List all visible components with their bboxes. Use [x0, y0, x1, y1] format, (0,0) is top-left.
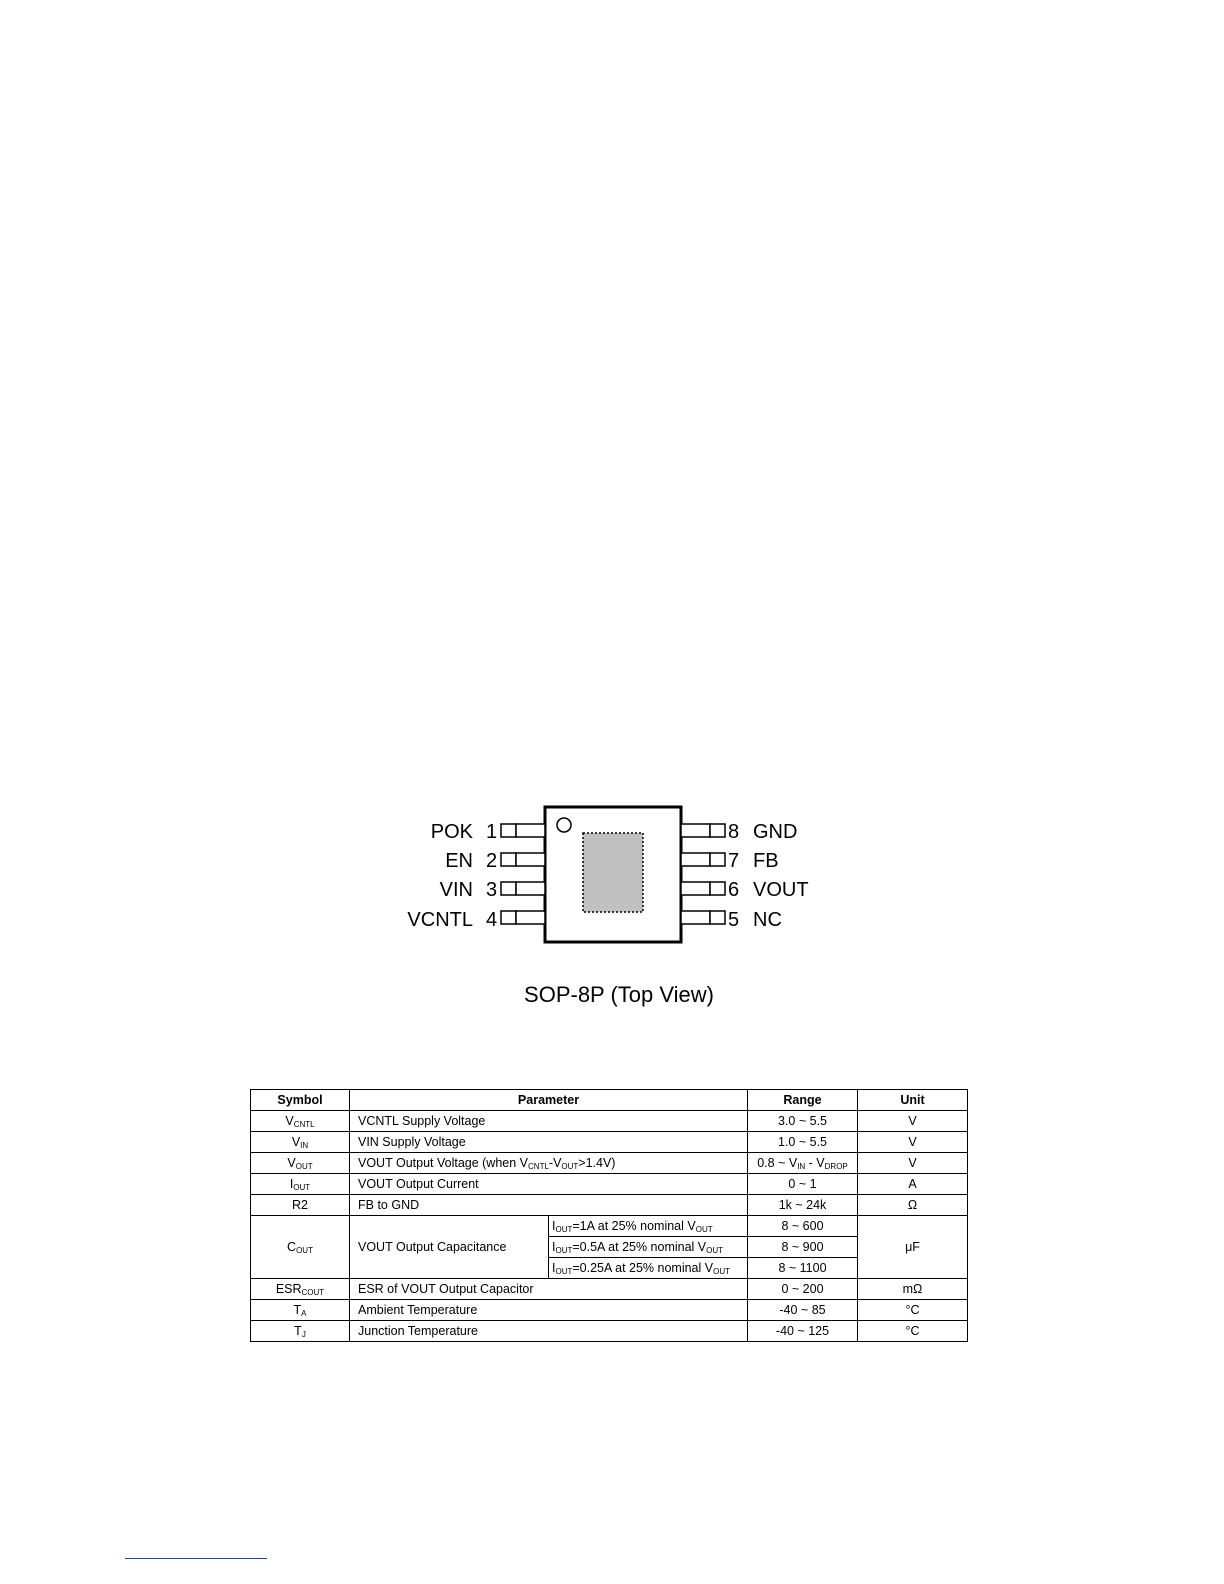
pin-lead-6-ext [681, 882, 710, 895]
pin-lead-8-ext [681, 824, 710, 837]
pin-name-vout: VOUT [753, 879, 809, 901]
symbol-cell: $V_{IN}$ [251, 1132, 350, 1153]
pin-number-3: 3 [486, 879, 498, 901]
pin-name-nc: NC [753, 909, 782, 931]
symbol-cell: $C_{OUT}$ [251, 1216, 350, 1279]
table-header-row [251, 1090, 968, 1111]
pin-number-4: 4 [486, 909, 498, 931]
pin-name-fb: FB [753, 850, 779, 872]
symbol-cell: $T_J$ [251, 1321, 350, 1342]
symbol-cell: $I_{OUT}$ [251, 1174, 350, 1195]
table-row [251, 1216, 968, 1237]
pin-lead-5-ext [681, 911, 710, 924]
parameter-cell: Ambient Temperature [350, 1300, 748, 1321]
table-row [251, 1321, 968, 1342]
table-row [251, 1195, 968, 1216]
symbol-cell: R2 [251, 1195, 350, 1216]
range-cell: 8 ~ 1100 [748, 1258, 858, 1279]
pin-lead-1 [501, 824, 516, 837]
pin-number-1: 1 [486, 821, 498, 843]
range-cell: 8 ~ 900 [748, 1237, 858, 1258]
unit-cell: °C [858, 1300, 968, 1321]
pin-lead-4-ext [516, 911, 545, 924]
unit-cell: A [858, 1174, 968, 1195]
parameter-cell: VIN Supply Voltage [350, 1132, 748, 1153]
right-pin-leads [681, 824, 725, 924]
parameter-cell: FB to GND [350, 1195, 748, 1216]
symbol-cell: $V_{OUT}$ [251, 1153, 350, 1174]
pin-number-8: 8 [728, 821, 740, 843]
table-row [251, 1111, 968, 1132]
pin-lead-3-ext [516, 882, 545, 895]
range-cell: 0 ~ 1 [748, 1174, 858, 1195]
table-row [251, 1132, 968, 1153]
pin-name-vin: VIN [439, 879, 473, 901]
unit-cell: °C [858, 1321, 968, 1342]
table-row [251, 1174, 968, 1195]
footnote-separator [125, 1558, 267, 1559]
pin-number-6: 6 [728, 879, 740, 901]
unit-cell: mΩ [858, 1279, 968, 1300]
symbol-cell: $T_A$ [251, 1300, 350, 1321]
header-range: Range [748, 1090, 858, 1111]
range-cell: -40 ~ 85 [748, 1300, 858, 1321]
range-cell: -40 ~ 125 [748, 1321, 858, 1342]
pin-name-en: EN [445, 850, 473, 872]
header-parameter: Parameter [350, 1090, 748, 1111]
range-cell: 3.0 ~ 5.5 [748, 1111, 858, 1132]
parameter-cell: ESR of VOUT Output Capacitor [350, 1279, 748, 1300]
pin-lead-4 [501, 911, 516, 924]
range-cell: 1k ~ 24k [748, 1195, 858, 1216]
range-cell: 1.0 ~ 5.5 [748, 1132, 858, 1153]
unit-cell: Ω [858, 1195, 968, 1216]
symbol-cell: $V_{CNTL}$ [251, 1111, 350, 1132]
operating-conditions-table [250, 1089, 968, 1342]
pin-lead-7-ext [681, 853, 710, 866]
pin-lead-1-ext [516, 824, 545, 837]
pin-number-7: 7 [728, 850, 740, 872]
range-cell: 8 ~ 600 [748, 1216, 858, 1237]
table-row [251, 1300, 968, 1321]
parameter-cell: VCNTL Supply Voltage [350, 1111, 748, 1132]
pin-name-vcntl: VCNTL [407, 909, 473, 931]
pinout-caption: SOP-8P (Top View) [524, 982, 714, 1007]
parameter-cell: VOUT Output Voltage (when $V_{CNTL}-V_{OUT}>1.4V$) [350, 1153, 748, 1174]
pin-lead-5 [710, 911, 725, 924]
header-unit: Unit [858, 1090, 968, 1111]
condition-cell: $I_{OUT}=0.5A$ at 25% nominal $V_{OUT}$ [549, 1237, 748, 1258]
pin-number-2: 2 [486, 850, 498, 872]
table-row [251, 1153, 968, 1174]
range-cell: 0 ~ 200 [748, 1279, 858, 1300]
parameter-cell: VOUT Output Current [350, 1174, 748, 1195]
condition-cell: $I_{OUT}=1A$ at 25% nominal $V_{OUT}$ [549, 1216, 748, 1237]
pin-name-pok: POK [430, 821, 473, 843]
exposed-pad [583, 833, 643, 912]
left-pin-leads [501, 824, 545, 924]
pin-lead-2-ext [516, 853, 545, 866]
unit-cell: V [858, 1111, 968, 1132]
parameter-cell: Junction Temperature [350, 1321, 748, 1342]
pin-lead-7 [710, 853, 725, 866]
unit-cell: V [858, 1153, 968, 1174]
pin-lead-8 [710, 824, 725, 837]
pin-lead-6 [710, 882, 725, 895]
pin-lead-2 [501, 853, 516, 866]
parameter-cell: VOUT Output Capacitance [350, 1216, 549, 1279]
table-row [251, 1279, 968, 1300]
pin-lead-3 [501, 882, 516, 895]
pin-name-gnd: GND [753, 821, 798, 843]
unit-cell: μF [858, 1216, 968, 1279]
symbol-cell: $ESR_{COUT}$ [251, 1279, 350, 1300]
header-symbol: Symbol [251, 1090, 350, 1111]
condition-cell: $I_{OUT}=0.25A$ at 25% nominal $V_{OUT}$ [549, 1258, 748, 1279]
unit-cell: V [858, 1132, 968, 1153]
pin-number-5: 5 [728, 909, 740, 931]
range-cell: 0.8 ~ $V_{IN} - V_{DROP}$ [748, 1153, 858, 1174]
